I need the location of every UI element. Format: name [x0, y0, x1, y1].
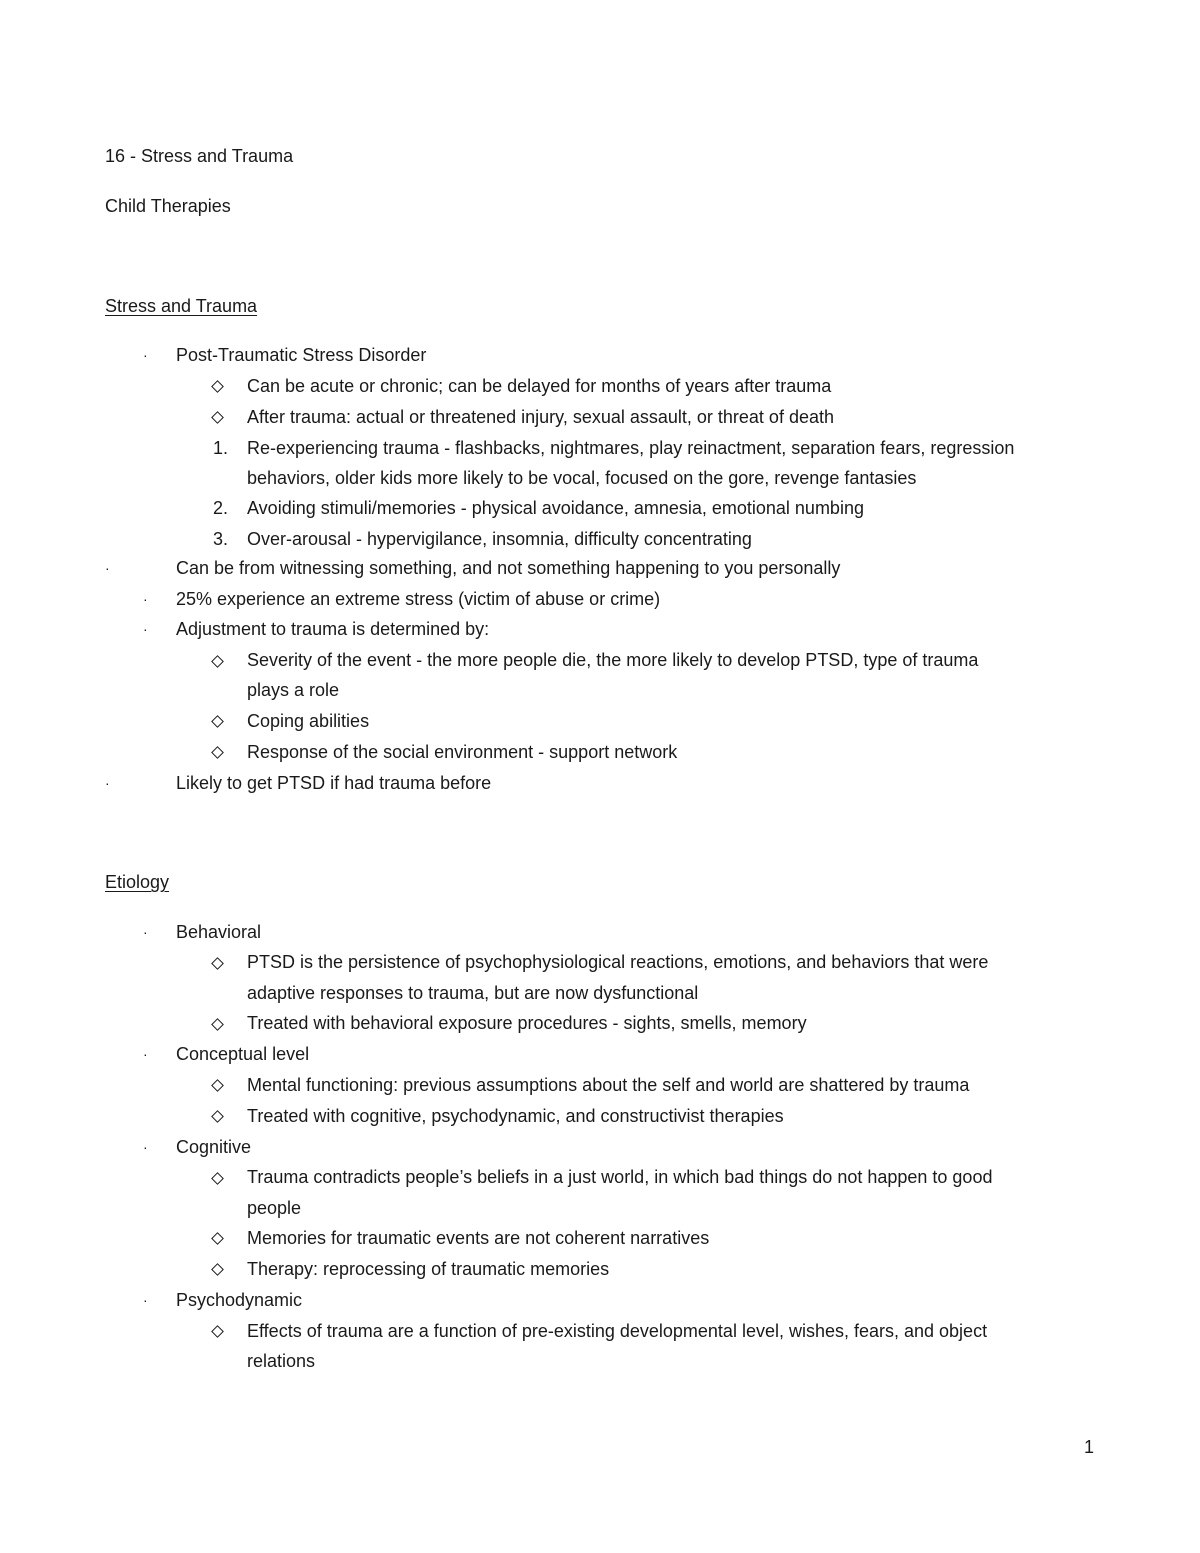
diamond-bullet-icon: [211, 1110, 224, 1123]
list-item-reexperiencing: Re-experiencing trauma - flashbacks, nightmares, play reinactment, separation fears, regression: [247, 438, 1015, 458]
list-item-cognitive: Cognitive: [176, 1137, 252, 1157]
list-item-witnessing: Can be from witnessing something, and not something happening to you personally: [176, 558, 841, 578]
section-heading-etiology: Etiology: [105, 872, 170, 892]
diamond-bullet-icon: [211, 411, 224, 424]
diamond-bullet-icon: [211, 1079, 224, 1092]
list-item-ptsd-persistence-cont: adaptive responses to trauma, but are now dysfunctional: [247, 983, 699, 1003]
list-item-after-trauma: After trauma: actual or threatened injury, sexual assault, or threat of death: [247, 407, 834, 427]
list-item-effects-of-trauma-cont: relations: [247, 1351, 316, 1371]
diamond-bullet-icon: [211, 655, 224, 668]
list-item-behavioral-treatment: Treated with behavioral exposure procedures - sights, smells, memory: [247, 1013, 807, 1033]
diamond-bullet-icon: [211, 1172, 224, 1185]
list-item-conceptual: Conceptual level: [176, 1044, 310, 1064]
list-item-coping: Coping abilities: [247, 711, 370, 731]
list-item-acute: Can be acute or chronic; can be delayed for months of years after trauma: [247, 376, 832, 396]
list-item-ptsd-persistence: PTSD is the persistence of psychophysiological reactions, emotions, and behaviors that were: [247, 952, 989, 972]
list-item-social-response: Response of the social environment - support network: [247, 742, 678, 762]
document-subtitle: Child Therapies: [105, 196, 231, 216]
bullet-dot-icon: ·: [143, 1046, 148, 1062]
list-item-effects-of-trauma: Effects of trauma are a function of pre-existing developmental level, wishes, fears, and object: [247, 1321, 988, 1341]
diamond-bullet-icon: [211, 1018, 224, 1031]
list-number: 1.: [213, 438, 229, 458]
diamond-bullet-icon: [211, 1263, 224, 1276]
list-number: 2.: [213, 498, 229, 518]
list-item-just-world: Trauma contradicts people’s beliefs in a just world, in which bad things do not happen to good: [247, 1167, 993, 1187]
diamond-bullet-icon: [211, 746, 224, 759]
list-item-25-percent: 25% experience an extreme stress (victim of abuse or crime): [176, 589, 661, 609]
diamond-bullet-icon: [211, 380, 224, 393]
diamond-bullet-icon: [211, 1325, 224, 1338]
bullet-dot-icon: ·: [143, 347, 148, 363]
list-item-reexperiencing-cont: behaviors, older kids more likely to be vocal, focused on the gore, revenge fantasies: [247, 468, 917, 488]
list-item-severity-cont: plays a role: [247, 680, 340, 700]
list-item-ptsd: Post-Traumatic Stress Disorder: [176, 345, 427, 365]
list-item-severity: Severity of the event - the more people die, the more likely to develop PTSD, type of trauma: [247, 650, 979, 670]
course-title: 16 - Stress and Trauma: [105, 146, 294, 166]
diamond-bullet-icon: [211, 957, 224, 970]
bullet-dot-icon: ·: [143, 621, 148, 637]
page-number: 1: [1084, 1437, 1095, 1457]
bullet-dot-icon: ·: [105, 775, 110, 791]
list-item-conceptual-treatment: Treated with cognitive, psychodynamic, and constructivist therapies: [247, 1106, 784, 1126]
diamond-bullet-icon: [211, 715, 224, 728]
list-item-just-world-cont: people: [247, 1198, 302, 1218]
bullet-dot-icon: ·: [143, 591, 148, 607]
list-item-behavioral: Behavioral: [176, 922, 262, 942]
list-item-adjustment: Adjustment to trauma is determined by:: [176, 619, 490, 639]
list-item-likely-ptsd: Likely to get PTSD if had trauma before: [176, 773, 492, 793]
list-item-overarousal: Over-arousal - hypervigilance, insomnia, difficulty concentrating: [247, 529, 752, 549]
section-heading-stress-trauma: Stress and Trauma: [105, 296, 258, 316]
list-number: 3.: [213, 529, 229, 549]
list-item-avoiding: Avoiding stimuli/memories - physical avoidance, amnesia, emotional numbing: [247, 498, 864, 518]
bullet-dot-icon: ·: [143, 924, 148, 940]
list-item-mental-functioning: Mental functioning: previous assumptions about the self and world are shattered by trauma: [247, 1075, 970, 1095]
bullet-dot-icon: ·: [143, 1292, 148, 1308]
bullet-dot-icon: ·: [105, 560, 110, 576]
list-item-psychodynamic: Psychodynamic: [176, 1290, 303, 1310]
list-item-reprocessing: Therapy: reprocessing of traumatic memories: [247, 1259, 610, 1279]
list-item-memories: Memories for traumatic events are not coherent narratives: [247, 1228, 710, 1248]
diamond-bullet-icon: [211, 1232, 224, 1245]
bullet-dot-icon: ·: [143, 1139, 148, 1155]
